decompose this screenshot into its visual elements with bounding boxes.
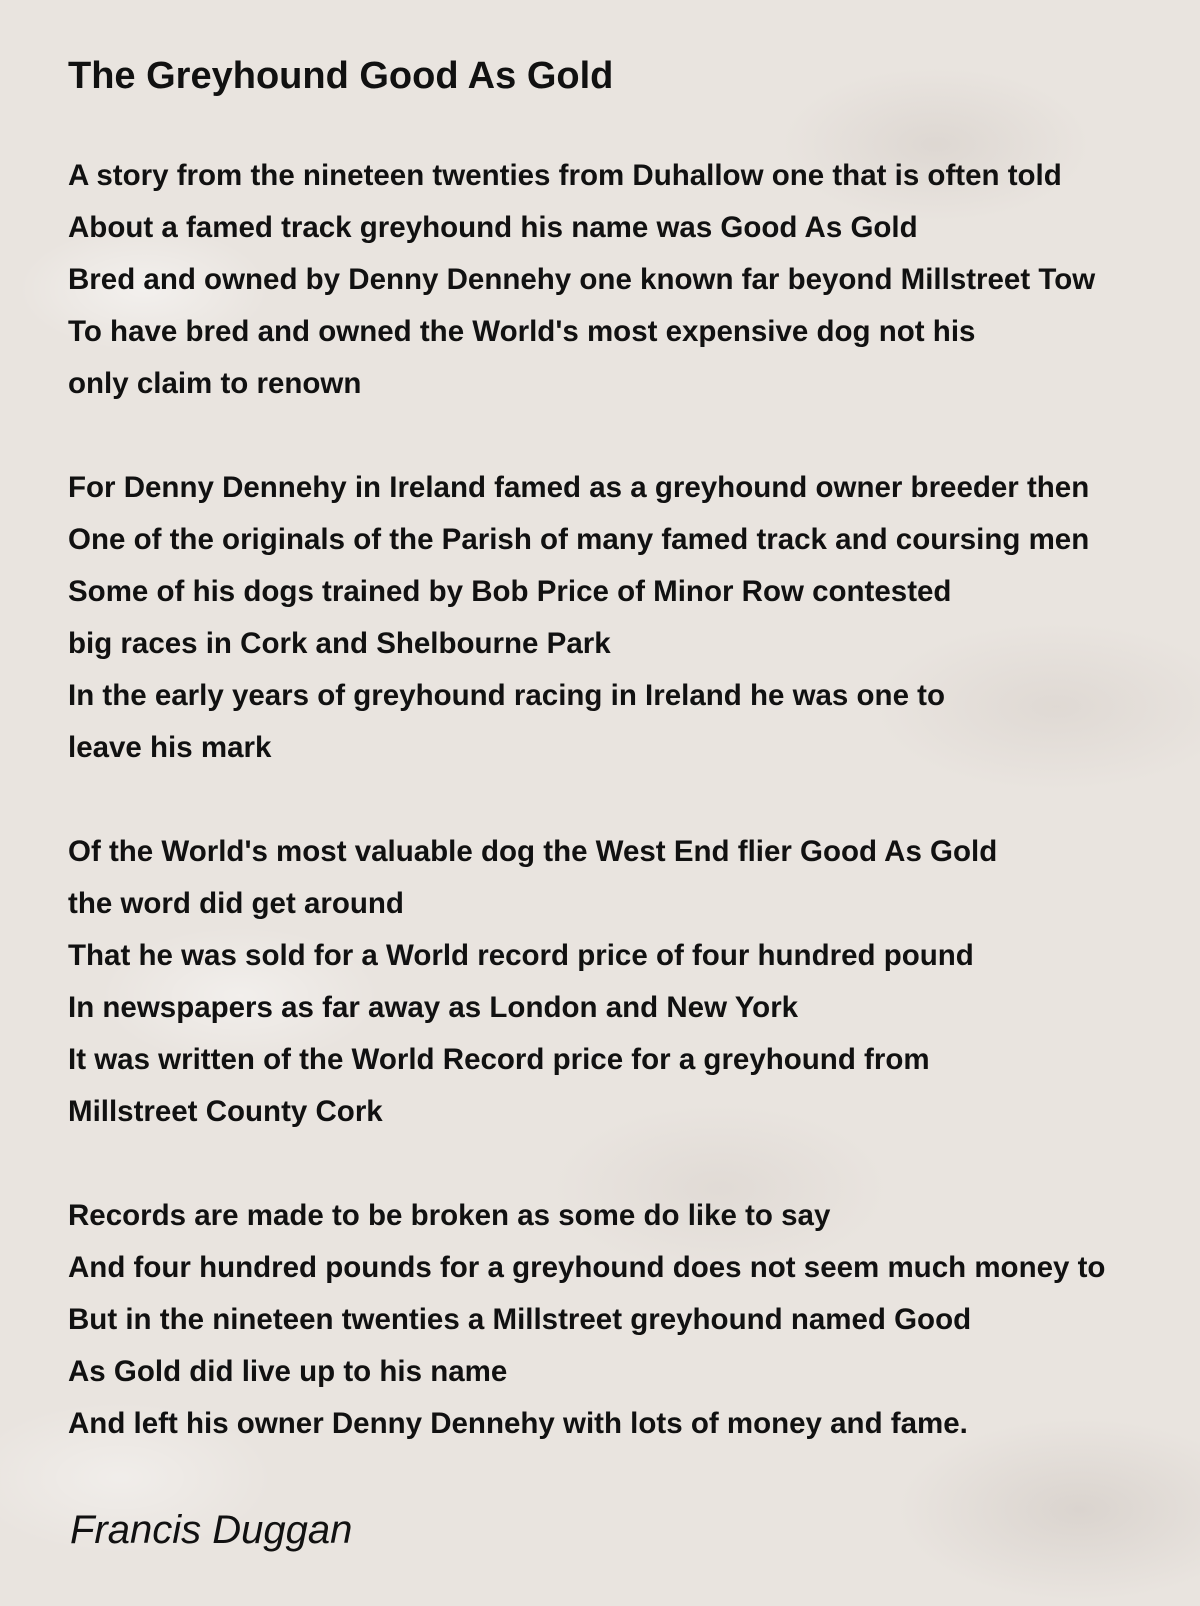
poem-line: the word did get around (68, 887, 404, 920)
poem-line: Records are made to be broken as some do like to say (68, 1199, 831, 1232)
poem-line: As Gold did live up to his name (68, 1355, 508, 1388)
poem-line: only claim to renown (68, 367, 362, 400)
poem-line: But in the nineteen twenties a Millstreet greyhound named Good (68, 1303, 972, 1336)
poem-author: Francis Duggan (70, 1508, 353, 1552)
poem-line: And four hundred pounds for a greyhound does not seem much money to (68, 1251, 1106, 1284)
poem-line: In the early years of greyhound racing in Ireland he was one to (68, 679, 946, 712)
stanza-3 (68, 826, 1200, 1138)
poem-line: Of the World's most valuable dog the West End flier Good As Gold (68, 835, 998, 868)
poem-line: That he was sold for a World record price of four hundred pound (68, 939, 974, 972)
poem-body (68, 150, 1200, 1502)
poem-line: leave his mark (68, 731, 272, 764)
stanza-4 (68, 1190, 1200, 1450)
poem-line: To have bred and owned the World's most expensive dog not his (68, 315, 976, 348)
poem-line: Millstreet County Cork (68, 1095, 383, 1128)
poem-line: A story from the nineteen twenties from Duhallow one that is often told (68, 159, 1062, 192)
poem-line: About a famed track greyhound his name was Good As Gold (68, 211, 918, 244)
poem-line: One of the originals of the Parish of many famed track and coursing men (68, 523, 1090, 556)
poem-line: In newspapers as far away as London and New York (68, 991, 799, 1024)
stanza-1 (68, 150, 1200, 410)
poem-line: For Denny Dennehy in Ireland famed as a greyhound owner breeder then (68, 471, 1090, 504)
poem-line: Some of his dogs trained by Bob Price of Minor Row contested (68, 575, 952, 608)
poem-line: Bred and owned by Denny Dennehy one known far beyond Millstreet Tow (68, 263, 1096, 296)
poem-line: And left his owner Denny Dennehy with lots of money and fame. (68, 1407, 968, 1440)
stanza-2 (68, 462, 1200, 774)
poem-title: The Greyhound Good As Gold (68, 55, 614, 97)
poem-line: big races in Cork and Shelbourne Park (68, 627, 611, 660)
poem-line: It was written of the World Record price for a greyhound from (68, 1043, 930, 1076)
